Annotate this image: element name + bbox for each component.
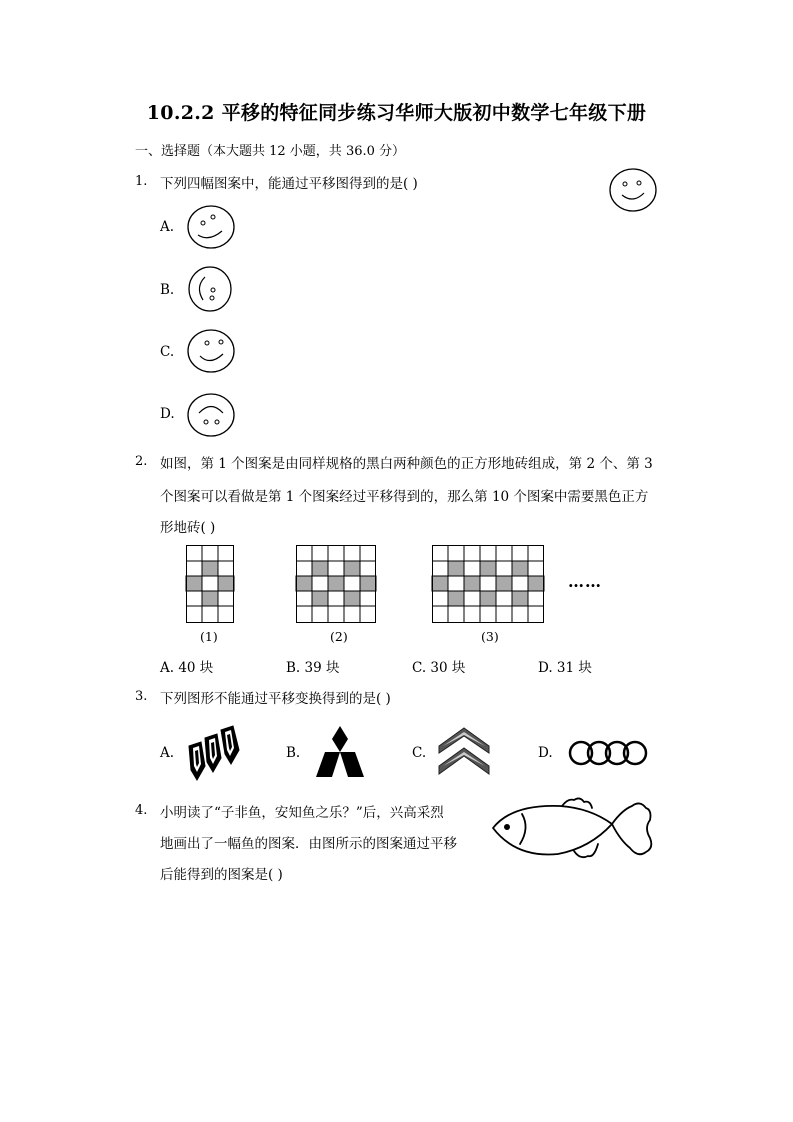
- q3-option-b-label: B.: [286, 745, 301, 761]
- q1-option-a-figure[interactable]: [186, 204, 236, 250]
- q1-option-d-figure[interactable]: [186, 392, 236, 438]
- q2-option-a[interactable]: A. 40 块: [160, 660, 214, 676]
- q3-option-d-rings-logo[interactable]: [566, 738, 650, 768]
- q4-number: 4.: [135, 803, 148, 818]
- q4-text-line-1: 小明读了“子非鱼，安知鱼之乐？”后，兴高采烈: [160, 805, 444, 821]
- q2-text-line-2: 个图案可以看做是第 1 个图案经过平移得到的，那么第 10 个图案中需要黑色正方: [160, 489, 649, 505]
- q2-option-c[interactable]: C. 30 块: [412, 660, 466, 676]
- q4-fish-figure: [490, 796, 658, 866]
- q3-number: 3.: [135, 689, 148, 704]
- q2-tile-pattern-3: [432, 545, 545, 624]
- q2-tile-pattern-2: [296, 545, 377, 624]
- q1-option-a-label: A.: [160, 219, 175, 235]
- q4-text-line-2: 地画出了一幅鱼的图案．由图所示的图案通过平移: [160, 836, 457, 852]
- q1-text: 下列四幅图案中，能通过平移图得到的是( ): [160, 176, 418, 192]
- q1-option-c-figure[interactable]: [186, 328, 236, 374]
- q2-tile-pattern-1: [186, 545, 235, 624]
- q2-option-b[interactable]: B. 39 块: [286, 660, 340, 676]
- q1-number: 1.: [135, 174, 148, 189]
- page-title: 10.2.2 平移的特征同步练习华师大版初中数学七年级下册: [146, 102, 647, 124]
- q1-option-b-figure[interactable]: [186, 265, 234, 313]
- q1-option-d-label: D.: [160, 406, 175, 422]
- q2-number: 2.: [135, 454, 148, 469]
- q2-caption-3: (3): [481, 629, 499, 644]
- q3-option-a-label: A.: [160, 745, 175, 761]
- q2-caption-2: (2): [330, 629, 348, 644]
- q4-text-line-3: 后能得到的图案是( ): [160, 867, 283, 883]
- section-heading: 一、选择题（本大题共 12 小题，共 36.0 分）: [135, 144, 406, 159]
- q3-option-c-chevrons-logo[interactable]: [437, 726, 491, 778]
- q3-option-a-shields-logo[interactable]: [187, 724, 245, 782]
- q3-option-b-diamonds-logo[interactable]: [312, 726, 368, 778]
- q2-text-line-3: 形地砖( ): [160, 520, 216, 536]
- q2-ellipsis: ……: [568, 572, 602, 591]
- q2-option-d[interactable]: D. 31 块: [538, 660, 592, 676]
- q2-text-line-1: 如图，第 1 个图案是由同样规格的黑白两种颜色的正方形地砖组成，第 2 个、第 3: [160, 456, 653, 472]
- q2-caption-1: (1): [200, 629, 218, 644]
- q1-option-c-label: C.: [160, 344, 175, 360]
- q1-option-b-label: B.: [160, 282, 175, 298]
- q1-reference-smiley-figure: [608, 166, 658, 214]
- q3-text: 下列图形不能通过平移变换得到的是( ): [160, 691, 391, 707]
- q3-option-d-label: D.: [538, 745, 553, 761]
- q3-option-c-label: C.: [412, 745, 427, 761]
